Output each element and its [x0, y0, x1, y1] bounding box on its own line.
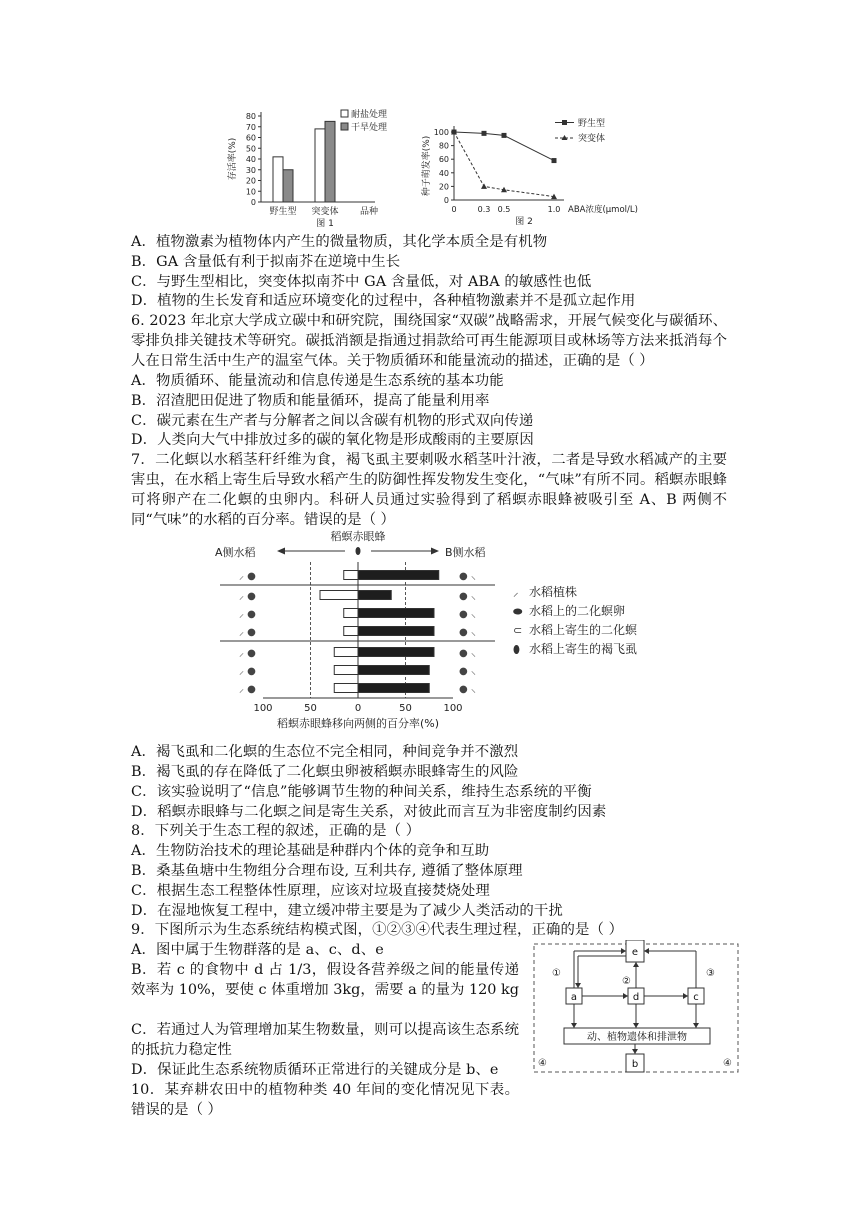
process-1: ① [552, 968, 561, 979]
y-tick-label: 30 [245, 165, 256, 175]
x-tick-label: 1.0 [547, 205, 561, 214]
legend-label: 水稻上寄生的褐飞虱 [529, 642, 638, 656]
text-line: C．若通过人为管理增加某生物数量，则可以提高该生态系统的抵抗力稳定性 [131, 1022, 519, 1058]
text-line: A．植物激素为植物体内产生的微量物质，其化学本质全是有机物 [131, 234, 548, 250]
y-tick-label: 20 [245, 176, 256, 186]
bar-a-side [334, 666, 358, 675]
y-axis-label: 存活率(%) [228, 137, 238, 181]
x-tick-label: 0.5 [497, 205, 511, 214]
plant-icon-b: ● ⸜ [459, 648, 476, 659]
plant-icon-a: ⸝ ● [239, 609, 256, 620]
x-tick-label: 0.3 [477, 205, 491, 214]
text-line: D．植物的生长发育和适应环境变化的过程中，各种植物激素并不是孤立起作用 [131, 293, 636, 309]
bar-1-0 [283, 170, 293, 202]
arrow-right-head [431, 548, 439, 555]
bar-1-1 [325, 121, 335, 202]
chart-title: 稻螟赤眼蜂 [330, 530, 386, 543]
plant-icon-b: ● ⸜ [459, 591, 476, 602]
bar-b-side [358, 648, 434, 657]
bar-a-side [344, 609, 358, 618]
text-line: A．图中属于生物群落的是 a、c、d、e [131, 942, 384, 958]
text-line: B．褐飞虱的存在降低了二化螟虫卵被稻螟赤眼蜂寄生的风险 [131, 764, 519, 780]
legend-swatch-salt [341, 110, 348, 117]
text-line: A．物质循环、能量流动和信息传递是生态系统的基本功能 [131, 373, 504, 389]
plant-icon-b: ● ⸜ [459, 684, 476, 695]
x-tick-label: 50 [399, 703, 412, 714]
bar-a-side [344, 571, 358, 580]
y-tick-label: 0 [250, 198, 256, 207]
legend-label-wild-type: 野生型 [578, 119, 606, 129]
bar-a-side [334, 684, 358, 693]
figure-caption: 图 1 [316, 219, 334, 229]
text-line: A．生物防治技术的理论基础是种群内个体的竞争和互助 [131, 843, 490, 859]
plant-icon-a: ⸝ ● [239, 571, 256, 582]
text-line: D．在湿地恢复工程中，建立缓冲带主要是为了减少人类活动的干扰 [131, 903, 563, 919]
arrowhead [571, 1023, 577, 1028]
text-line: B．若 c 的食物中 d 占 1/3，假设各营养级之间的能量传递效率为 10%，要使 c 体重增加 3kg，需要 a 的量为 120 kg [131, 962, 519, 998]
node-c-label: c [693, 992, 699, 1003]
x-tick-label: 100 [443, 703, 463, 714]
process-4-right: ④ [723, 1058, 732, 1069]
plant-icon-a: ⸝ ● [239, 591, 256, 602]
plant-icon-b: ● ⸜ [459, 571, 476, 582]
legend-icon: ⊂ [513, 624, 523, 637]
legend-label: 水稻上寄生的二化螟 [529, 623, 638, 637]
node-d-label: d [632, 992, 640, 1003]
bar-b-side [358, 666, 429, 675]
text-line: 6. 2023 年北京大学成立碳中和研究院，围绕国家“双碳”战略需求，开展气候变化与碳循环、零排负排关键技术等研究。碳抵消额是指通过捐款给可再生能源项目或林场等方法来抵消每个人在日常生活中生产的温室气体。关于物质循环和能量流动的描述，正确的是（ ） [131, 313, 727, 369]
text-line: C．碳元素在生产者与分解者之间以含碳有机物的形式双向传递 [131, 413, 534, 429]
x-tick-label: 野生型 [269, 207, 297, 217]
x-tick-label: 100 [253, 703, 273, 714]
text-line: B．GA 含量低有利于拟南芥在逆境中生长 [131, 254, 401, 270]
plant-icon-b: ● ⸜ [459, 666, 476, 677]
arrowhead [683, 993, 688, 999]
figure-1-bar-chart [225, 104, 425, 232]
arrowhead [623, 993, 628, 999]
y-tick-label: 60 [438, 155, 449, 165]
x-tick-label: 0 [451, 205, 457, 214]
legend-label-drought: 干旱处理 [351, 123, 388, 133]
bar-a-side [320, 591, 358, 600]
legend-icon: ⬮ [513, 643, 520, 656]
node-b-label: b [631, 1059, 639, 1070]
arrowhead [621, 948, 626, 954]
text-line: C．与野生型相比，突变体拟南芥中 GA 含量低，对 ABA 的敏感性也低 [131, 274, 592, 290]
arrow-left-head [277, 548, 285, 555]
point-mutant [481, 183, 487, 189]
y-tick-label: 70 [245, 122, 256, 132]
text-line: B．沼渣肥田促进了物质和能量循环，提高了能量利用率 [131, 393, 490, 409]
legend-icon: ⸝ [513, 586, 519, 599]
arrowhead [632, 1049, 638, 1054]
figure-3-legend [505, 580, 695, 664]
y-tick-label: 10 [245, 187, 256, 197]
process-2: ② [622, 976, 631, 987]
plant-icon-a: ⸝ ● [239, 648, 256, 659]
arrowhead [575, 983, 581, 988]
y-tick-label: 40 [245, 155, 256, 164]
node-a-label: a [570, 992, 578, 1003]
node-e-label: e [631, 947, 639, 958]
x-tick-label: 50 [304, 703, 317, 714]
text-line: B．桑基鱼塘中生物组分合理布设, 互利共存, 遵循了整体原理 [131, 863, 523, 879]
legend-swatch-drought [341, 123, 348, 130]
arrowhead [693, 1023, 699, 1028]
text-line: 10．某弃耕农田中的植物种类 40 年间的变化情况见下表。错误的是（ ） [131, 1082, 519, 1118]
text-line: 9．下图所示为生态系统结构模式图，①②③④代表生理过程，正确的是（ ） [131, 922, 624, 938]
text-line: D．保证此生态系统物质循环正常进行的关键成分是 b、e [131, 1062, 499, 1078]
bar-0-1 [315, 129, 325, 202]
plant-icon-a: ⸝ ● [239, 627, 256, 638]
figure-caption: 图 2 [515, 217, 533, 227]
plant-icon-b: ● ⸜ [459, 627, 476, 638]
y-tick-label: 80 [438, 141, 449, 151]
text-line: C．根据生态工程整体性原理，应该对垃圾直接焚烧处理 [131, 883, 490, 899]
arrowhead [633, 1023, 639, 1028]
point-wild-type [552, 158, 557, 163]
x-axis-label: ABA浓度(μmol/L) [568, 205, 638, 215]
bar-b-side [358, 571, 439, 580]
side-label-b: B侧水稻 [445, 546, 486, 559]
text-line: D．稻螟赤眼蜂与二化螟之间是寄生关系，对彼此而言互为非密度制约因素 [131, 804, 607, 820]
legend-label-mutant: 突变体 [578, 134, 606, 144]
side-label-a: A侧水稻 [215, 546, 256, 559]
y-tick-label: 40 [438, 168, 449, 178]
y-tick-label: 100 [433, 128, 449, 137]
x-axis-label: 稻螟赤眼蜂移向两侧的百分率(%) [276, 717, 440, 730]
point-wild-type [502, 133, 507, 138]
legend-label: 水稻植株 [529, 585, 578, 599]
process-4-left: ④ [538, 1058, 547, 1069]
bar-a-side [334, 648, 358, 657]
text-line: D．人类向大气中排放过多的碳的氧化物是形成酸雨的主要原因 [131, 432, 534, 448]
y-tick-label: 0 [443, 196, 449, 205]
bar-b-side [358, 609, 434, 618]
node-remains-label: 动、植物遗体和排泄物 [587, 1032, 687, 1043]
bar-b-side [358, 627, 434, 636]
plant-icon-b: ● ⸜ [459, 609, 476, 620]
y-tick-label: 20 [438, 182, 449, 192]
figure-2-line-chart [420, 108, 660, 232]
y-tick-label: 80 [245, 112, 256, 121]
bar-b-side [358, 591, 391, 600]
figure-4-ecosystem-diagram [530, 940, 742, 1076]
bar-b-side [358, 684, 429, 693]
point-wild-type [482, 131, 487, 136]
bar-0-0 [273, 157, 283, 202]
y-axis-label: 种子萌发率(%) [422, 135, 432, 197]
plant-icon-a: ⸝ ● [239, 666, 256, 677]
plant-icon-a: ⸝ ● [239, 684, 256, 695]
x-axis-label: 品种 [359, 207, 379, 217]
y-tick-label: 60 [245, 133, 256, 143]
text-line: A．褐飞虱和二化螟的生态位不完全相同，种间竞争并不激烈 [131, 744, 519, 760]
text-line: 8．下列关于生态工程的叙述，正确的是（ ） [131, 823, 421, 839]
text-line: C．该实验说明了“信息”能够调节生物的种间关系，维持生态系统的平衡 [131, 784, 592, 800]
bar-a-side [344, 627, 358, 636]
wasp-icon [356, 547, 361, 555]
legend-icon: ⬬ [513, 605, 523, 618]
process-3: ③ [706, 968, 715, 979]
arrowhead [644, 948, 649, 954]
x-tick-label: 突变体 [311, 207, 339, 217]
legend-label-salt: 耐盐处理 [351, 110, 388, 120]
arrowhead [633, 962, 639, 967]
x-tick-label: 0 [354, 703, 362, 714]
y-tick-label: 50 [245, 144, 256, 154]
legend-label: 水稻上的二化螟卵 [529, 604, 626, 618]
text-line: 7．二化螟以水稻茎秆纤维为食，褐飞虱主要刺吸水稻茎叶汁液，二者是导致水稻减产的主要害虫，在水稻上寄生后导致水稻产生的防御性挥发物发生变化，“气味”有所不同。稻螟赤眼蜂可将卵产在二化螟的虫卵内。科研人员通过实验得到了稻螟赤眼蜂被吸引至 A、B 两侧不同“气味”的水稻的百分率。错误的是（ ） [131, 452, 727, 528]
